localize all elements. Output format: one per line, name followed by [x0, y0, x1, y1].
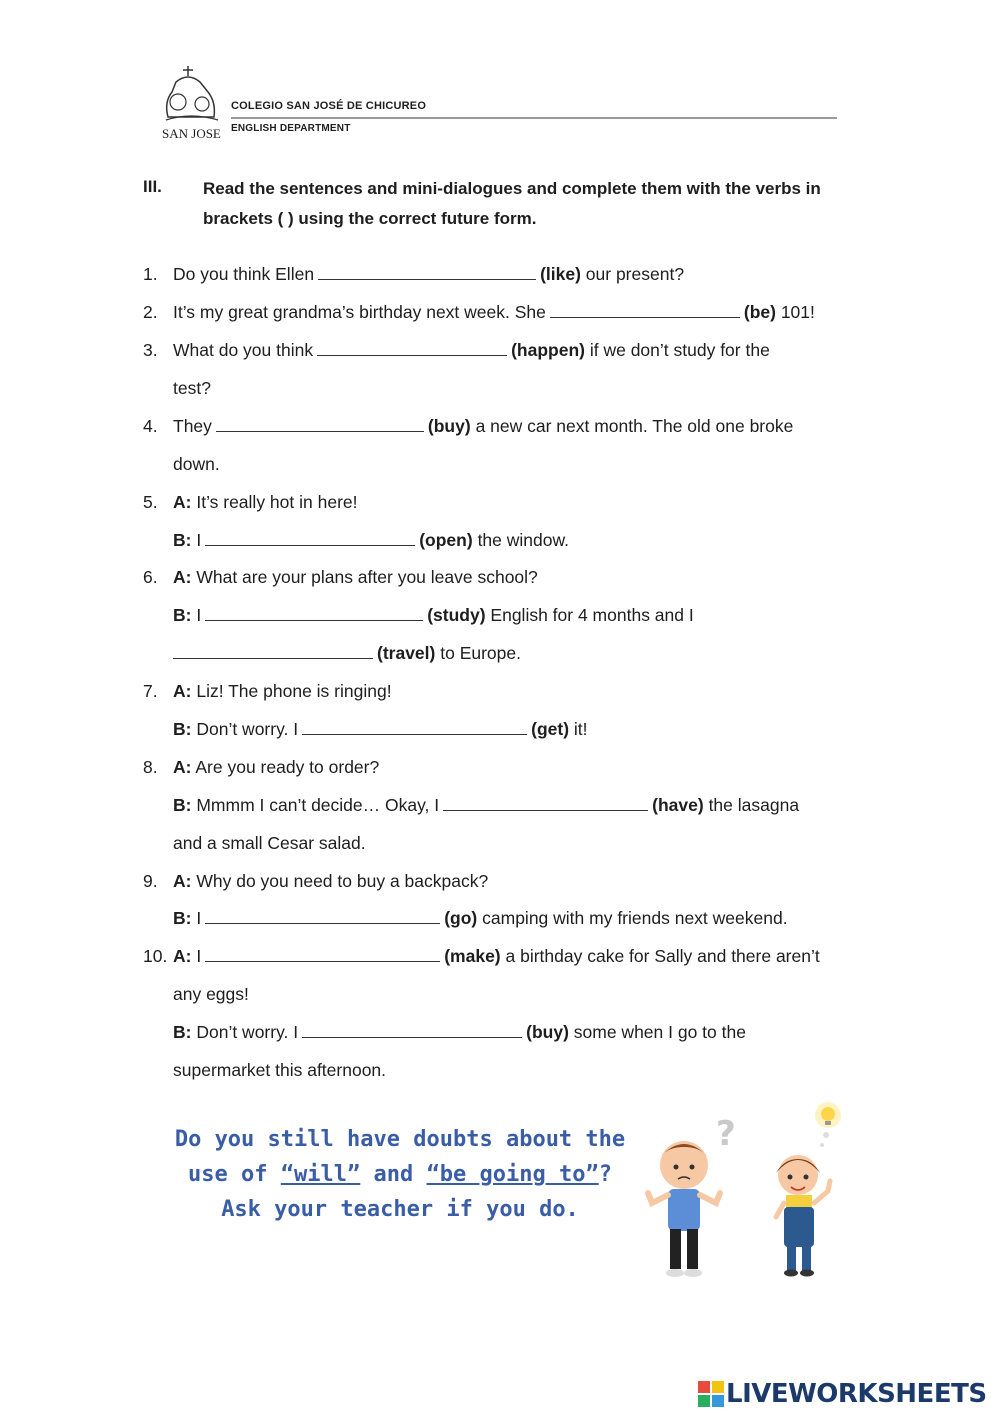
- item-number: 6.: [143, 567, 158, 587]
- text: I: [196, 908, 202, 928]
- exercise-8-cont: and a small Cesar salad.: [173, 833, 366, 853]
- verb-hint: (have): [652, 795, 704, 815]
- exercise-10-b: [173, 1021, 746, 1043]
- text: What are your plans after you leave school?: [196, 567, 538, 587]
- verb-hint: (be): [743, 302, 776, 322]
- item-number: 9.: [143, 871, 158, 891]
- department-name: ENGLISH DEPARTMENT: [231, 123, 351, 134]
- speaker-b: B:: [173, 908, 192, 928]
- lightbulb-icon: [815, 1102, 841, 1147]
- speaker-b: B:: [173, 605, 192, 625]
- exercise-6-b: [173, 604, 694, 626]
- answer-blank-3[interactable]: [317, 339, 507, 356]
- exercise-9-a: [173, 870, 488, 892]
- liveworksheets-logo-icon: [698, 1381, 724, 1407]
- answer-blank-6a[interactable]: [205, 604, 423, 621]
- text: a new car next month. The old one broke: [475, 416, 794, 436]
- speaker-b: B:: [173, 530, 192, 550]
- exercise-9-b: [173, 907, 788, 929]
- header-divider: [231, 117, 837, 119]
- text: camping with my friends next weekend.: [482, 908, 788, 928]
- question-mark-icon: ?: [716, 1114, 736, 1154]
- text: some when I go to the: [573, 1022, 746, 1042]
- exercise-5-b: [173, 529, 569, 551]
- item-number: 2.: [143, 302, 158, 322]
- exercise-5-a: [173, 491, 358, 513]
- exercise-4-cont: down.: [173, 454, 220, 474]
- answer-blank-4[interactable]: [216, 415, 424, 432]
- text: ? Ask your teacher if you do.: [221, 1162, 612, 1222]
- item-number: 4.: [143, 416, 158, 436]
- text: What do you think: [173, 340, 314, 360]
- text: It’s my great grandma’s birthday next week. She: [173, 302, 546, 322]
- section-number: III.: [143, 177, 162, 196]
- text: Mmmm I can’t decide… Okay, I: [196, 795, 440, 815]
- text: English for 4 months and I: [490, 605, 694, 625]
- instruction-text: Read the sentences and mini-dialogues and complete them with the verbs in brackets ( ) using the correct future form.: [203, 179, 821, 228]
- speaker-a: A:: [173, 871, 192, 891]
- verb-hint: (get): [531, 719, 570, 739]
- exercise-6-a: [173, 566, 538, 588]
- answer-blank-2[interactable]: [550, 301, 740, 318]
- item-number: 3.: [143, 340, 158, 360]
- text: They: [173, 416, 212, 436]
- item-number: 5.: [143, 492, 158, 512]
- text: Are you ready to order?: [195, 757, 380, 777]
- speaker-b: B:: [173, 1022, 192, 1042]
- watermark-text: LIVEWORKSHEETS: [726, 1379, 987, 1409]
- exercise-4: [173, 415, 793, 437]
- item-number: 7.: [143, 681, 158, 701]
- exercise-2: [173, 301, 815, 323]
- school-name: COLEGIO SAN JOSÉ DE CHICUREO: [231, 100, 427, 112]
- speaker-a: A:: [173, 567, 192, 587]
- speaker-b: B:: [173, 795, 192, 815]
- text: Do you think Ellen: [173, 264, 315, 284]
- text: 101!: [780, 302, 815, 322]
- speaker-b: B:: [173, 719, 192, 739]
- text: it!: [573, 719, 588, 739]
- exercise-3: [173, 339, 770, 361]
- exercise-8-b: [173, 794, 799, 816]
- answer-blank-7[interactable]: [302, 718, 527, 735]
- text: our present?: [585, 264, 685, 284]
- text: to Europe.: [440, 643, 521, 663]
- text: Don’t worry. I: [196, 1022, 299, 1042]
- verb-hint: (study): [427, 605, 486, 625]
- verb-hint: (happen): [511, 340, 585, 360]
- kids-illustration: [640, 1095, 860, 1285]
- text: if we don’t study for the: [589, 340, 770, 360]
- text: a birthday cake for Sally and there aren’t: [505, 946, 820, 966]
- verb-hint: (buy): [526, 1022, 569, 1042]
- answer-blank-1[interactable]: [318, 263, 536, 280]
- answer-blank-6b[interactable]: [173, 642, 373, 659]
- verb-hint: (travel): [377, 643, 436, 663]
- logo-text: SAN JOSE: [162, 126, 221, 141]
- item-number: 1.: [143, 264, 158, 284]
- text: and: [373, 1162, 414, 1187]
- text: the lasagna: [708, 795, 800, 815]
- verb-hint: (go): [444, 908, 478, 928]
- girl-figure: [776, 1155, 830, 1277]
- exercise-6-c: [173, 642, 521, 664]
- text: I: [196, 605, 202, 625]
- speaker-a: A:: [173, 946, 192, 966]
- exercise-8-a: [173, 756, 379, 778]
- verb-hint: (buy): [427, 416, 471, 436]
- speaker-a: A:: [173, 681, 192, 701]
- exercise-7-b: [173, 718, 588, 740]
- text: Don’t worry. I: [196, 719, 299, 739]
- exercise-1: [173, 263, 684, 285]
- exercise-7-a: [173, 680, 392, 702]
- text: It’s really hot in here!: [196, 492, 358, 512]
- answer-blank-10b[interactable]: [302, 1021, 522, 1038]
- boy-figure: [648, 1141, 720, 1277]
- item-number: 8.: [143, 757, 158, 777]
- answer-blank-5[interactable]: [205, 529, 415, 546]
- exercise-10-a-cont: any eggs!: [173, 984, 249, 1004]
- verb-hint: (like): [540, 264, 581, 284]
- exercise-10-b-cont: supermarket this afternoon.: [173, 1060, 387, 1080]
- text: Why do you need to buy a backpack?: [196, 871, 489, 891]
- verb-hint: (make): [444, 946, 501, 966]
- answer-blank-9[interactable]: [205, 907, 440, 924]
- liveworksheets-watermark: [698, 1378, 987, 1410]
- text: I: [196, 946, 202, 966]
- text: I: [196, 530, 202, 550]
- will-term: “will”: [280, 1162, 361, 1187]
- verb-hint: (open): [419, 530, 473, 550]
- item-number: 10.: [143, 946, 168, 966]
- document-header: [158, 62, 838, 148]
- text: the window.: [477, 530, 570, 550]
- doubts-message: [170, 1122, 630, 1227]
- text: Do you still have doubts about the use of: [174, 1127, 626, 1187]
- answer-blank-8[interactable]: [443, 794, 648, 811]
- exercise-10-a: [173, 945, 820, 967]
- speaker-a: A:: [173, 757, 192, 777]
- text: Liz! The phone is ringing!: [196, 681, 392, 701]
- going-to-term: “be going to”: [426, 1162, 599, 1187]
- answer-blank-10a[interactable]: [205, 945, 440, 962]
- speaker-a: A:: [173, 492, 192, 512]
- exercise-3-cont: test?: [173, 378, 211, 398]
